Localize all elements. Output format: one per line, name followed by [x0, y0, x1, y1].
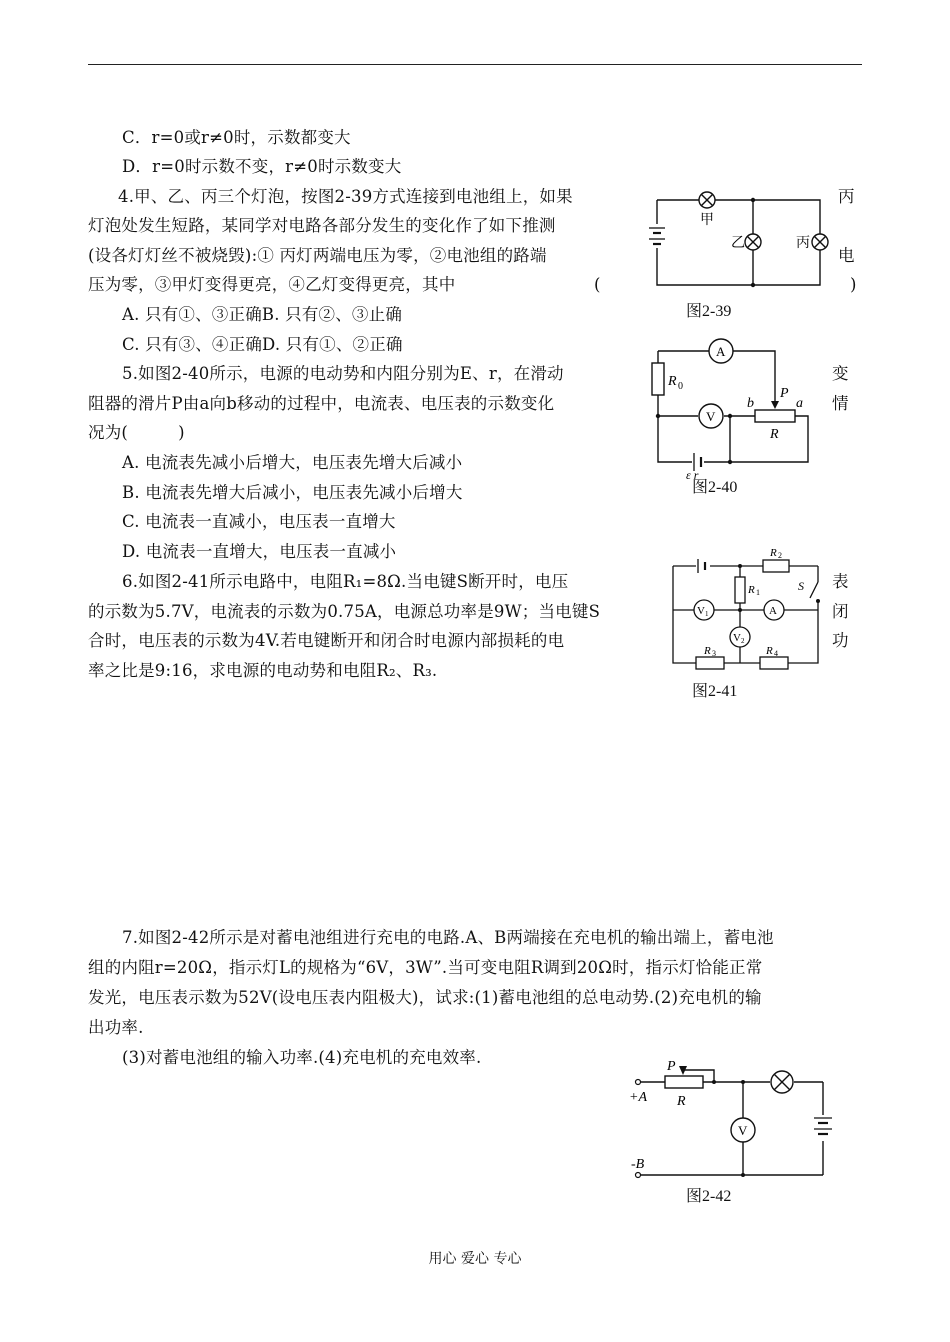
terminal-a-label: +A: [629, 1090, 647, 1105]
q5-option-c: C. 电流表一直减小，电压表一直增大: [122, 512, 396, 531]
q7-line-2: 组的内阻r=20Ω，指示灯L的规格为“6V，3W”.当可变电阻R调到20Ω时，指示灯恰能正常: [88, 958, 763, 977]
rheostat-r-label: R: [770, 427, 779, 442]
v2-sub: 2: [741, 637, 745, 645]
q6-line-3: 合时，电压表的示数为4V.若电键断开和闭合时电源内部损耗的电: [88, 631, 565, 650]
q7-line-4: 出功率.: [88, 1018, 144, 1037]
figure-2-39-circuit: [645, 188, 830, 298]
end-b-label: b: [747, 396, 754, 411]
slider-p-label: P: [780, 386, 789, 401]
ammeter-label: A: [769, 605, 777, 617]
r1-sub: 1: [756, 588, 760, 597]
q3-option-c: C．r=0或r≠0时，示数都变大: [122, 128, 351, 147]
terminal-b-label: -B: [631, 1157, 645, 1172]
r4-sub: 4: [774, 649, 778, 658]
figure-2-41-circuit: [668, 546, 828, 676]
figure-2-42-circuit: [625, 1058, 830, 1183]
q6-line-2: 的示数为5.7V，电流表的示数为0.75A，电源总功率是9W；当电键S: [88, 602, 601, 621]
q4-line-1: 4.甲、乙、丙三个灯泡，按图2-39方式连接到电池组上，如果: [118, 187, 573, 206]
page-footer: 用心 爱心 专心: [428, 1251, 522, 1267]
q5-line-2: 阻器的滑片P由a向b移动的过程中，电流表、电压表的示数变化: [88, 394, 555, 413]
end-a-label: a: [796, 396, 803, 411]
voltmeter-label: V: [706, 409, 716, 424]
slider-p-label: P: [667, 1059, 676, 1074]
r4-label: R: [766, 645, 773, 657]
voltmeter-label: V: [738, 1123, 748, 1138]
q4-options-cd: C. 只有③、④正确D. 只有①、②正确: [122, 335, 403, 354]
q6-line-4: 率之比是9:16，求电源的电动势和电阻R₂、R₃.: [88, 661, 438, 680]
q4-line-3-right: 电: [838, 246, 855, 265]
q5-line-3: 况为( ): [88, 423, 185, 442]
ammeter-label: A: [716, 344, 726, 359]
q5-line-2-right: 情: [832, 394, 849, 413]
r2-label: R: [770, 547, 777, 559]
caption-fig-2-39: 图2-39: [686, 303, 732, 320]
v1-label: V: [697, 605, 705, 617]
q5-line-1: 5.如图2-40所示，电源的电动势和内阻分别为E、r，在滑动: [122, 364, 564, 383]
emf-label: ε r: [686, 468, 699, 482]
r3-sub: 3: [712, 649, 716, 658]
figure-2-40-circuit: [650, 335, 820, 482]
q6-line-2-right: 闭: [832, 602, 849, 621]
label-yi: 乙: [731, 236, 745, 251]
q4-line-1-right: 丙: [838, 187, 855, 206]
r0-sub: 0: [678, 381, 683, 392]
switch-s-label: S: [798, 579, 804, 593]
caption-fig-2-41: 图2-41: [692, 683, 738, 700]
q5-line-1-right: 变: [832, 364, 849, 383]
q6-line-1-right: 表: [832, 572, 849, 591]
q5-option-a: A. 电流表先减小后增大，电压表先增大后减小: [122, 453, 463, 472]
q4-options-ab: A. 只有①、③正确B. 只有②、③止确: [122, 305, 403, 324]
q4-line-2: 灯泡处发生短路，某同学对电路各部分发生的变化作了如下推测: [88, 216, 556, 235]
q4-paren-open: (: [594, 275, 601, 294]
q4-line-3: (设各灯灯丝不被烧毁):① 丙灯两端电压为零，②电池组的路端: [88, 246, 547, 265]
q6-line-1: 6.如图2-41所示电路中，电阻R₁=8Ω.当电键S断开时，电压: [122, 572, 569, 591]
q5-option-b: B. 电流表先增大后减小，电压表先减小后增大: [122, 483, 463, 502]
r1-label: R: [748, 584, 755, 596]
q5-option-d: D. 电流表一直增大，电压表一直减小: [122, 542, 397, 561]
label-bing: 丙: [796, 236, 810, 251]
q4-line-4: 压为零，③甲灯变得更亮，④乙灯变得更亮，其中: [88, 275, 456, 294]
r2-sub: 2: [778, 551, 782, 560]
r0-label: R: [668, 374, 677, 389]
q7-line-3: 发光，电压表示数为52V(设电压表内阻极大)，试求:(1)蓄电池组的总电动势.(2)充电机的输: [88, 988, 762, 1007]
v1-sub: 1: [705, 610, 709, 618]
q7-line-1: 7.如图2-42所示是对蓄电池组进行充电的电路.A、B两端接在充电机的输出端上，蓄电池: [122, 928, 774, 947]
caption-fig-2-40: 图2-40: [692, 479, 738, 496]
v2-label: V: [733, 632, 741, 644]
rheostat-r-label: R: [677, 1094, 686, 1109]
header-rule: [88, 64, 862, 65]
r3-label: R: [704, 645, 711, 657]
q3-option-d: D．r=0时示数不变，r≠0时示数变大: [122, 157, 402, 176]
q6-line-3-right: 功: [832, 631, 849, 650]
q4-paren-close: ): [850, 275, 857, 294]
q7-line-5: (3)对蓄电池组的输入功率.(4)充电机的充电效率.: [122, 1048, 482, 1067]
label-jia: 甲: [700, 213, 714, 228]
caption-fig-2-42: 图2-42: [686, 1188, 732, 1205]
